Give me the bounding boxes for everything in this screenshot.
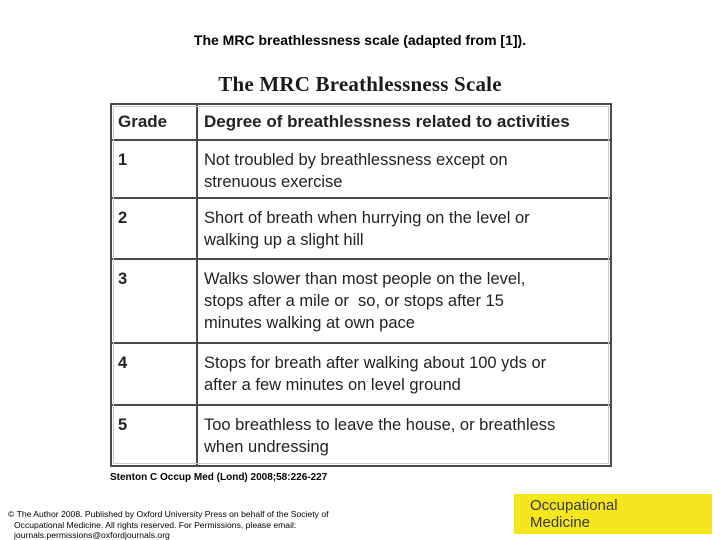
- description-line: Not troubled by breathlessness except on: [204, 151, 508, 169]
- description-cell: [197, 405, 611, 466]
- mrc-scale-table: [110, 103, 612, 467]
- grade-cell: 3: [111, 259, 197, 343]
- description-line: walking up a slight hill: [204, 231, 364, 249]
- grade-cell: 4: [111, 343, 197, 405]
- description-line: Too breathless to leave the house, or breathless: [204, 416, 556, 434]
- table-row: [111, 198, 611, 259]
- table-row: [111, 343, 611, 405]
- table-row: [111, 140, 611, 198]
- table-row: [111, 405, 611, 466]
- logo-line: Occupational: [530, 497, 618, 514]
- description-cell: [197, 343, 611, 405]
- copyright-line: journals.permissions@oxfordjournals.org: [14, 530, 170, 540]
- table-header-row: [111, 104, 611, 140]
- journal-logo-text: [530, 497, 618, 531]
- copyright-notice: [8, 509, 368, 540]
- description-line: strenuous exercise: [204, 173, 343, 191]
- slide-title: The MRC breathlessness scale (adapted from [1]).: [193, 32, 527, 48]
- description-line: Stops for breath after walking about 100 yds or: [204, 354, 547, 372]
- description-line: Walks slower than most people on the level,: [204, 270, 526, 288]
- description-line: stops after a mile or so, or stops after 15: [204, 292, 504, 310]
- column-header-description: Degree of breathlessness related to activities: [197, 104, 611, 140]
- column-header-grade: Grade: [111, 104, 197, 140]
- description-line: Short of breath when hurrying on the level or: [204, 209, 530, 227]
- citation: Stenton C Occup Med (Lond) 2008;58:226-227: [110, 472, 328, 483]
- description-cell: [197, 140, 611, 198]
- description-line: after a few minutes on level ground: [204, 376, 461, 394]
- logo-line: Medicine: [530, 514, 591, 531]
- table-row: [111, 259, 611, 343]
- description-cell: [197, 198, 611, 259]
- table-heading: The MRC Breathlessness Scale: [218, 72, 502, 96]
- description-cell: [197, 259, 611, 343]
- grade-cell: 5: [111, 405, 197, 466]
- description-line: minutes walking at own pace: [204, 314, 415, 332]
- journal-logo: [514, 494, 712, 534]
- grade-cell: 2: [111, 198, 197, 259]
- copyright-line: Occupational Medicine. All rights reserved. For Permissions, please email:: [14, 519, 297, 530]
- description-line: when undressing: [204, 438, 329, 456]
- copyright-line: © The Author 2008. Published by Oxford University Press on behalf of the Society of: [8, 509, 329, 519]
- grade-cell: 1: [111, 140, 197, 198]
